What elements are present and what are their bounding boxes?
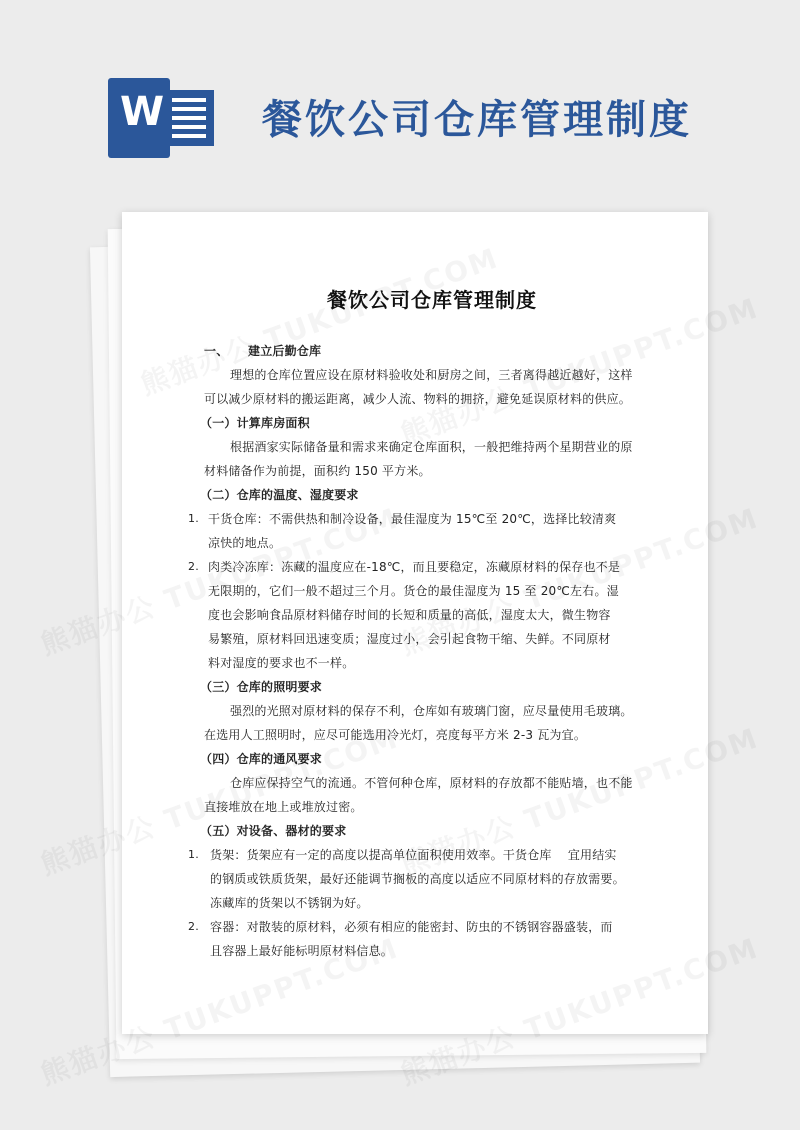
subsection-heading: （二）仓库的温度、湿度要求 <box>200 488 359 502</box>
list-item <box>188 843 668 915</box>
list-line: 冻藏库的货架以不锈钢为好。 <box>210 896 369 910</box>
list-line: 肉类冷冻库：冻藏的温度应在-18℃，而且要稳定，冻藏原材料的保存也不是 <box>208 560 621 574</box>
list-line: 容器：对散装的原材料，必须有相应的能密封、防虫的不锈钢容器盛装，而 <box>210 920 613 934</box>
paragraph-line: 可以减少原材料的搬运距离，减少人流、物料的拥挤，避免延误原材料的供应。 <box>204 392 632 406</box>
list-number: 2. <box>188 920 199 933</box>
section-heading-text: 建立后勤仓库 <box>248 344 322 358</box>
subsection-heading: （五）对设备、器材的要求 <box>200 824 347 838</box>
paragraph-line: 在选用人工照明时，应尽可能选用冷光灯，亮度每平方米 2-3 瓦为宜。 <box>204 728 587 742</box>
list-item <box>188 507 668 555</box>
paragraph-line: 仓库应保持空气的流通。不管何种仓库，原材料的存放都不能贴墙，也不能 <box>230 776 633 790</box>
word-letter: W <box>120 89 165 135</box>
document-title: 餐饮公司仓库管理制度 <box>327 288 537 312</box>
list-line: 且容器上最好能标明原材料信息。 <box>210 944 394 958</box>
list-line: 料对湿度的要求也不一样。 <box>208 656 355 670</box>
paragraph-line: 材料储备作为前提，面积约 150 平方米。 <box>204 464 431 478</box>
section-number: 一、 <box>204 344 229 358</box>
paragraph-line: 强烈的光照对原材料的保存不利，仓库如有玻璃门窗，应尽量使用毛玻璃。 <box>230 704 633 718</box>
paragraph-line: 理想的仓库位置应设在原材料验收处和厨房之间，三者离得越近越好，这样 <box>230 368 633 382</box>
word-icon <box>108 78 214 158</box>
document-page <box>122 212 708 1034</box>
list-line: 凉快的地点。 <box>208 536 282 550</box>
list-line: 易繁殖，原材料回迅速变质；湿度过小，会引起食物干缩、失鲜。不同原材 <box>208 632 611 646</box>
list-line: 干货仓库：不需供热和制冷设备，最佳湿度为 15℃至 20℃，选择比较清爽 <box>208 512 617 526</box>
list-number: 2. <box>188 560 199 573</box>
list-line: 无限期的，它们一般不超过三个月。货仓的最佳湿度为 15 至 20℃左右。湿 <box>208 584 619 598</box>
list-number: 1. <box>188 848 199 861</box>
subsection-heading: （三）仓库的照明要求 <box>200 680 323 694</box>
list-line: 度也会影响食品原材料储存时间的长短和质量的高低，湿度太大，微生物容 <box>208 608 611 622</box>
subsection-heading: （一）计算库房面积 <box>200 416 310 430</box>
banner-title: 餐饮公司仓库管理制度 <box>262 97 692 143</box>
list-item <box>188 555 668 675</box>
paragraph-line: 直接堆放在地上或堆放过密。 <box>204 800 363 814</box>
list-line: 的钢质或铁质货架，最好还能调节搁板的高度以适应不同原材料的存放需要。 <box>210 872 625 886</box>
subsection-heading: （四）仓库的通风要求 <box>200 752 323 766</box>
section-heading <box>204 339 668 363</box>
header-banner <box>0 0 800 200</box>
list-line: 货架：货架应有一定的高度以提高单位面积使用效率。干货仓库 宜用结实 <box>210 848 617 862</box>
paragraph-line: 根据酒家实际储备量和需求来确定仓库面积，一般把维持两个星期营业的原 <box>230 440 633 454</box>
list-number: 1. <box>188 512 199 525</box>
list-item <box>188 915 668 963</box>
